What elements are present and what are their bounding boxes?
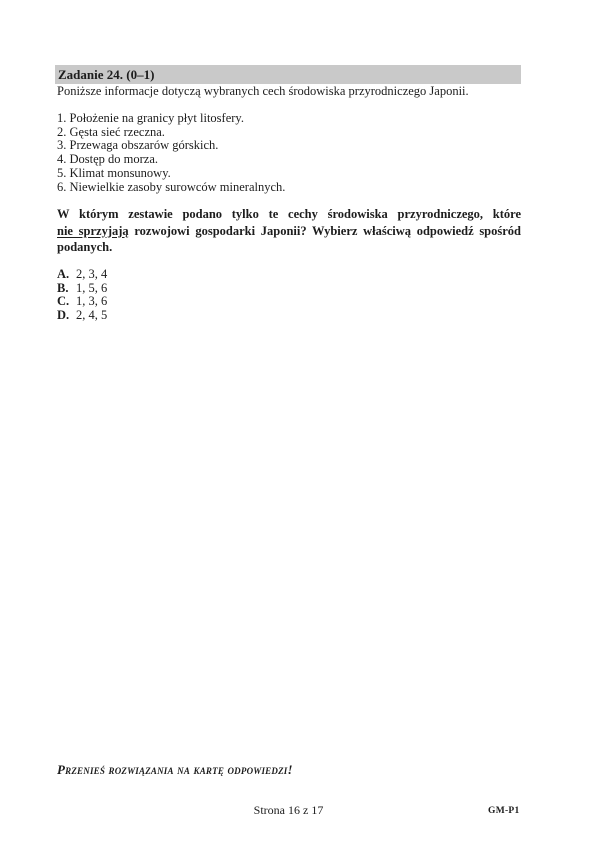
question-line-1: W którym zestawie podano tylko te cechy środowiska przyrodniczego, które	[57, 207, 521, 221]
feature-item-2: 2. Gęsta sieć rzeczna.	[57, 124, 165, 139]
answer-option-d	[57, 309, 107, 323]
option-letter-d: D.	[57, 307, 70, 322]
question-underlined-phrase: nie sprzyjają	[57, 223, 129, 238]
answer-option-b	[57, 282, 107, 296]
answer-option-a	[57, 268, 107, 282]
feature-item-3: 3. Przewaga obszarów górskich.	[57, 138, 219, 153]
feature-item-5: 5. Klimat monsunowy.	[57, 165, 171, 180]
feature-list	[57, 112, 521, 194]
question-line-3: podanych.	[57, 240, 113, 254]
option-value-b: 1, 5, 6	[76, 280, 108, 295]
feature-item-4: 4. Dostęp do morza.	[57, 152, 159, 167]
answer-option-c	[57, 295, 107, 309]
question-line-2	[57, 223, 521, 240]
option-letter-b: B.	[57, 280, 69, 295]
option-value-a: 2, 3, 4	[76, 267, 108, 281]
feature-item-1: 1. Położenie na granicy płyt litosfery.	[57, 111, 244, 125]
option-value-c: 1, 3, 6	[76, 294, 108, 309]
task-intro: Poniższe informacje dotyczą wybranych cech środowiska przyrodniczego Japonii.	[57, 84, 469, 98]
option-letter-a: A.	[57, 267, 70, 281]
transfer-note: Przenieś rozwiązania na kartę odpowiedzi!	[57, 762, 293, 777]
booklet-code: GM-P1	[488, 806, 520, 816]
option-letter-c: C.	[57, 294, 70, 309]
task-header-bar	[55, 65, 521, 84]
page-number: Strona 16 z 17	[253, 803, 324, 817]
question-line-2-rest: rozwojowi gospodarki Japonii? Wybierz właściwą odpowiedź spośród	[128, 223, 522, 238]
question-paragraph	[57, 206, 521, 256]
task-header-label: Zadanie 24. (0–1)	[58, 67, 155, 82]
option-value-d: 2, 4, 5	[76, 307, 108, 322]
feature-item-6: 6. Niewielkie zasoby surowców mineralnych.	[57, 179, 286, 194]
answer-options	[57, 268, 107, 322]
